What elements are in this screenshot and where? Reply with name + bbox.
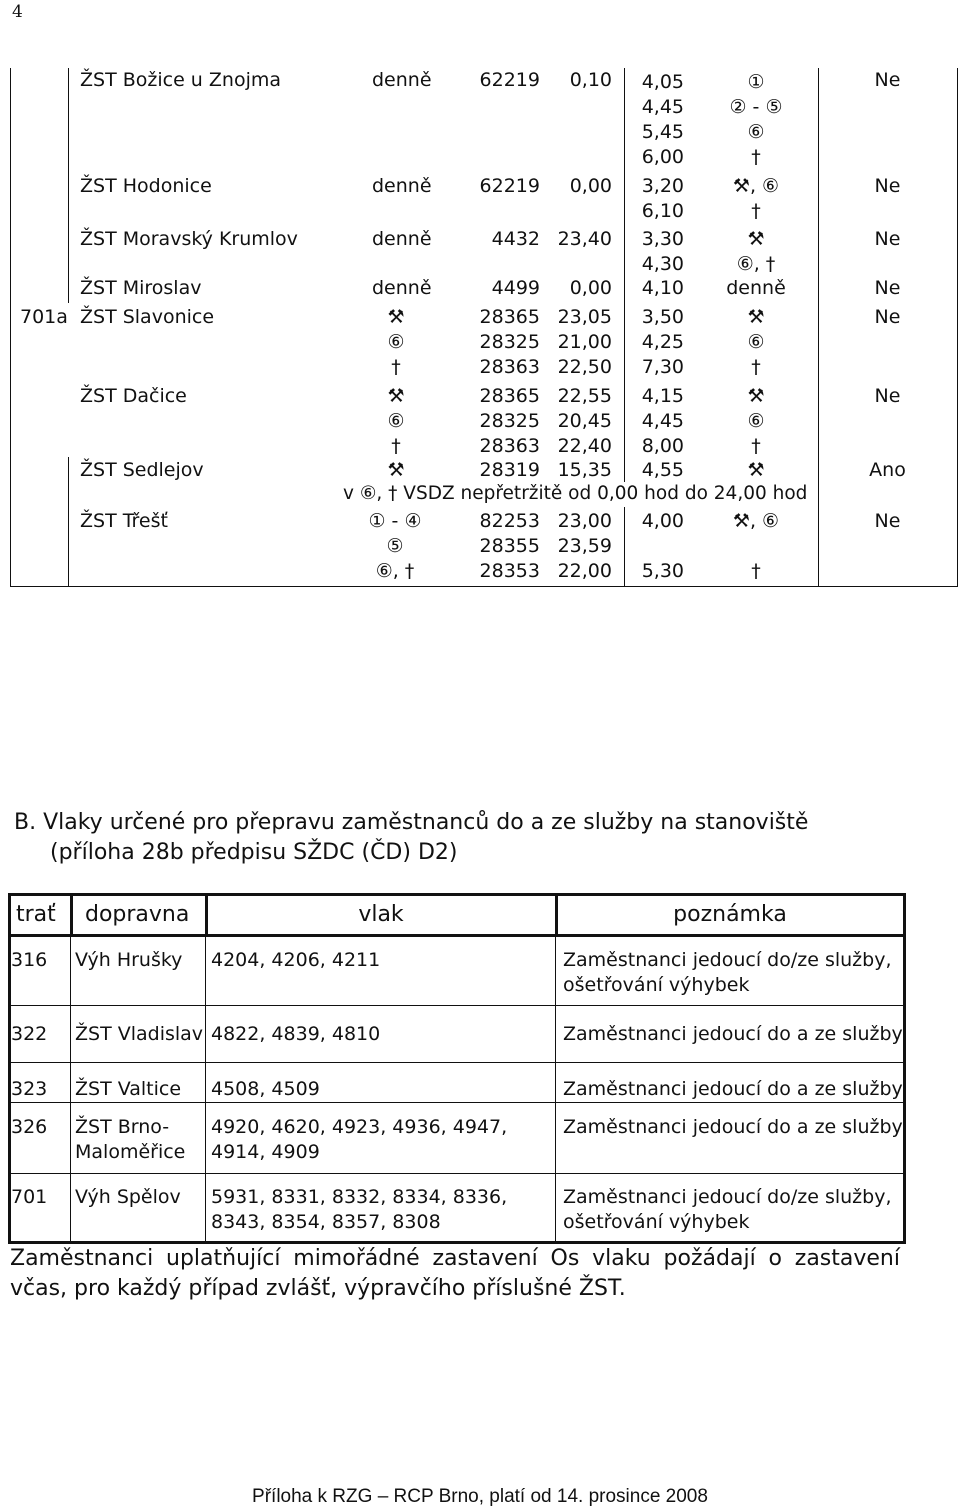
days-cell: ⑥ xyxy=(387,410,405,432)
answer-cell: Ne xyxy=(874,385,901,407)
answer-cell: Ne xyxy=(874,510,901,532)
time-from: 15,35 xyxy=(557,459,612,481)
station-name: ŽST Sedlejov xyxy=(80,459,204,481)
train-number: 28355 xyxy=(479,535,540,557)
days-cell: denně xyxy=(372,175,432,197)
table-divider-line-station-lower xyxy=(68,457,69,587)
column-divider xyxy=(205,934,206,1241)
vlak-cell: 8343, 8354, 8357, 8308 xyxy=(211,1211,441,1233)
section-b-title-line2: (příloha 28b předpisu SŽDC (ČD) D2) xyxy=(50,840,458,865)
row-separator xyxy=(11,1005,903,1006)
row-separator xyxy=(11,1173,903,1174)
time-from: 0,00 xyxy=(569,277,612,299)
time-to: 3,50 xyxy=(641,306,684,328)
time-from: 23,00 xyxy=(557,510,612,532)
vlak-cell: 5931, 8331, 8332, 8334, 8336, xyxy=(211,1186,508,1208)
answer-cell: Ne xyxy=(874,175,901,197)
days-cell: denně xyxy=(372,228,432,250)
poznamka-cell: Zaměstnanci jedoucí do/ze služby, xyxy=(563,1186,892,1208)
train-number: 28365 xyxy=(479,385,540,407)
stop-request-note: Zaměstnanci uplatňující mimořádné zastavení Os vlaku požádají o zastavení včas, pro každý případ zvlášť, výpravčího příslušné ŽST. xyxy=(10,1246,900,1301)
days-cell: ⚒ xyxy=(387,385,405,407)
days-cell: denně xyxy=(372,69,432,91)
time-to: 7,30 xyxy=(641,356,684,378)
row-separator xyxy=(11,1062,903,1063)
train-number: 28363 xyxy=(479,356,540,378)
trat-cell: 326 xyxy=(11,1116,48,1138)
header-divider xyxy=(205,896,208,934)
time-to: 4,10 xyxy=(641,277,684,299)
answer-cell: Ne xyxy=(874,69,901,91)
answer-cell: Ne xyxy=(874,306,901,328)
poznamka-cell: ošetřování výhybek xyxy=(563,974,750,996)
to-days: ⚒, ⑥ xyxy=(732,510,780,532)
train-number: 28365 xyxy=(479,306,540,328)
station-name: ŽST Moravský Krumlov xyxy=(80,228,298,250)
time-from: 0,00 xyxy=(569,175,612,197)
station-name: ŽST Dačice xyxy=(80,385,187,407)
train-number: 4499 xyxy=(491,277,540,299)
time-from: 23,40 xyxy=(557,228,612,250)
days-cell: ⑥, † xyxy=(375,560,415,582)
station-name: ŽST Miroslav xyxy=(80,277,202,299)
to-days: † xyxy=(751,435,761,457)
header-vlak: vlak xyxy=(358,902,404,927)
time-from: 22,00 xyxy=(557,560,612,582)
header-poznamka: poznámka xyxy=(673,902,787,927)
row-separator xyxy=(11,1102,903,1103)
time-to: 4,45 xyxy=(641,96,684,118)
header-divider xyxy=(70,896,73,934)
section-b-title-line1: B. Vlaky určené pro přepravu zaměstnanců do a ze služby na stanoviště xyxy=(14,810,809,835)
dopravna-cell: ŽST Vladislav xyxy=(75,1023,204,1045)
line-number: 701a xyxy=(20,306,68,328)
station-name: ŽST Božice u Znojma xyxy=(80,69,282,91)
trat-cell: 701 xyxy=(11,1186,48,1208)
train-number: 28353 xyxy=(479,560,540,582)
vlak-cell: 4508, 4509 xyxy=(211,1078,320,1100)
to-days: † xyxy=(751,560,761,582)
to-days: ⑥ xyxy=(747,331,765,353)
header-trat: trať xyxy=(16,902,56,927)
time-from: 22,50 xyxy=(557,356,612,378)
time-to: 4,45 xyxy=(641,410,684,432)
header-separator xyxy=(11,934,903,937)
train-number: 62219 xyxy=(479,175,540,197)
header-divider xyxy=(555,896,558,934)
trat-cell: 316 xyxy=(11,949,48,971)
time-to: 4,15 xyxy=(641,385,684,407)
to-days: ① xyxy=(747,71,765,93)
days-cell: ⚒ xyxy=(387,306,405,328)
poznamka-cell: Zaměstnanci jedoucí do a ze služby xyxy=(563,1023,903,1045)
poznamka-cell: ošetřování výhybek xyxy=(563,1211,750,1233)
station-name: ŽST Hodonice xyxy=(80,175,212,197)
station-name: ŽST Třešť xyxy=(80,510,168,532)
answer-cell: Ano xyxy=(869,459,906,481)
trat-cell: 322 xyxy=(11,1023,48,1045)
time-from: 21,00 xyxy=(557,331,612,353)
to-days: ⑥ xyxy=(747,121,765,143)
train-number: 82253 xyxy=(479,510,540,532)
time-from: 20,45 xyxy=(557,410,612,432)
time-to: 4,05 xyxy=(641,71,684,93)
days-cell: ① - ④ xyxy=(368,510,422,532)
time-to: 5,30 xyxy=(641,560,684,582)
time-to: 5,45 xyxy=(641,121,684,143)
vlak-cell: 4920, 4620, 4923, 4936, 4947, xyxy=(211,1116,508,1138)
poznamka-cell: Zaměstnanci jedoucí do a ze služby xyxy=(563,1116,903,1138)
time-from: 23,59 xyxy=(557,535,612,557)
poznamka-cell: Zaměstnanci jedoucí do/ze služby, xyxy=(563,949,892,971)
to-days: ⚒ xyxy=(747,385,765,407)
vlak-cell: 4914, 4909 xyxy=(211,1141,320,1163)
days-cell: † xyxy=(391,435,401,457)
table-border-bottom xyxy=(10,586,958,587)
table-divider-line-station xyxy=(68,68,69,303)
dopravna-cell: ŽST Brno- xyxy=(75,1116,170,1138)
time-to: 3,30 xyxy=(641,228,684,250)
train-number: 28319 xyxy=(479,459,540,481)
time-to: 8,00 xyxy=(641,435,684,457)
header-dopravna: dopravna xyxy=(85,902,190,927)
station-name: ŽST Slavonice xyxy=(80,306,215,328)
table-divider-answer xyxy=(818,68,819,587)
to-days: ⚒ xyxy=(747,306,765,328)
time-from: 23,05 xyxy=(557,306,612,328)
time-to: 4,55 xyxy=(641,459,684,481)
train-number: 28325 xyxy=(479,331,540,353)
to-days: ⑥ xyxy=(747,410,765,432)
continuous-service-note: v ⑥, † VSDZ nepřetržitě od 0,00 hod do 24,00 hod xyxy=(343,482,807,507)
to-days: ⚒ xyxy=(747,459,765,481)
to-days: denně xyxy=(726,277,786,299)
employee-trains-table xyxy=(8,893,906,1244)
train-number: 28363 xyxy=(479,435,540,457)
time-to: 6,10 xyxy=(641,200,684,222)
to-days: † xyxy=(751,356,761,378)
table-border-left xyxy=(10,68,11,587)
page-footer: Příloha k RZG – RCP Brno, platí od 14. prosince 2008 xyxy=(252,1486,708,1507)
days-cell: ⚒ xyxy=(387,459,405,481)
time-from: 22,55 xyxy=(557,385,612,407)
dopravna-cell: Výh Hrušky xyxy=(75,949,183,971)
days-cell: ⑤ xyxy=(386,535,404,557)
answer-cell: Ne xyxy=(874,228,901,250)
dopravna-cell: Výh Spělov xyxy=(75,1186,181,1208)
section-b-title xyxy=(14,808,902,868)
to-days: ⚒, ⑥ xyxy=(732,175,780,197)
time-to: 4,25 xyxy=(641,331,684,353)
to-days: ② - ⑤ xyxy=(729,96,783,118)
time-from: 0,10 xyxy=(569,69,612,91)
days-cell: ⑥ xyxy=(387,331,405,353)
time-to: 3,20 xyxy=(641,175,684,197)
time-to: 4,00 xyxy=(641,510,684,532)
time-to: 6,00 xyxy=(641,146,684,168)
to-days: ⚒ xyxy=(747,228,765,250)
time-from: 22,40 xyxy=(557,435,612,457)
column-divider xyxy=(555,934,556,1241)
answer-cell: Ne xyxy=(874,277,901,299)
dopravna-cell: Maloměřice xyxy=(75,1141,186,1163)
trat-cell: 323 xyxy=(11,1078,48,1100)
days-cell: † xyxy=(391,356,401,378)
schedule-table xyxy=(0,0,960,590)
vlak-cell: 4204, 4206, 4211 xyxy=(211,949,381,971)
train-number: 62219 xyxy=(479,69,540,91)
dopravna-cell: ŽST Valtice xyxy=(75,1078,182,1100)
to-days: † xyxy=(751,200,761,222)
train-number: 28325 xyxy=(479,410,540,432)
vlak-cell: 4822, 4839, 4810 xyxy=(211,1023,381,1045)
table-border-right xyxy=(957,68,958,587)
train-number: 4432 xyxy=(491,228,540,250)
time-to: 4,30 xyxy=(641,253,684,275)
page-number: 4 xyxy=(12,2,23,22)
to-days: ⑥, † xyxy=(736,253,776,275)
days-cell: denně xyxy=(372,277,432,299)
to-days: † xyxy=(751,146,761,168)
column-divider xyxy=(70,934,71,1241)
poznamka-cell: Zaměstnanci jedoucí do a ze služby xyxy=(563,1078,903,1100)
